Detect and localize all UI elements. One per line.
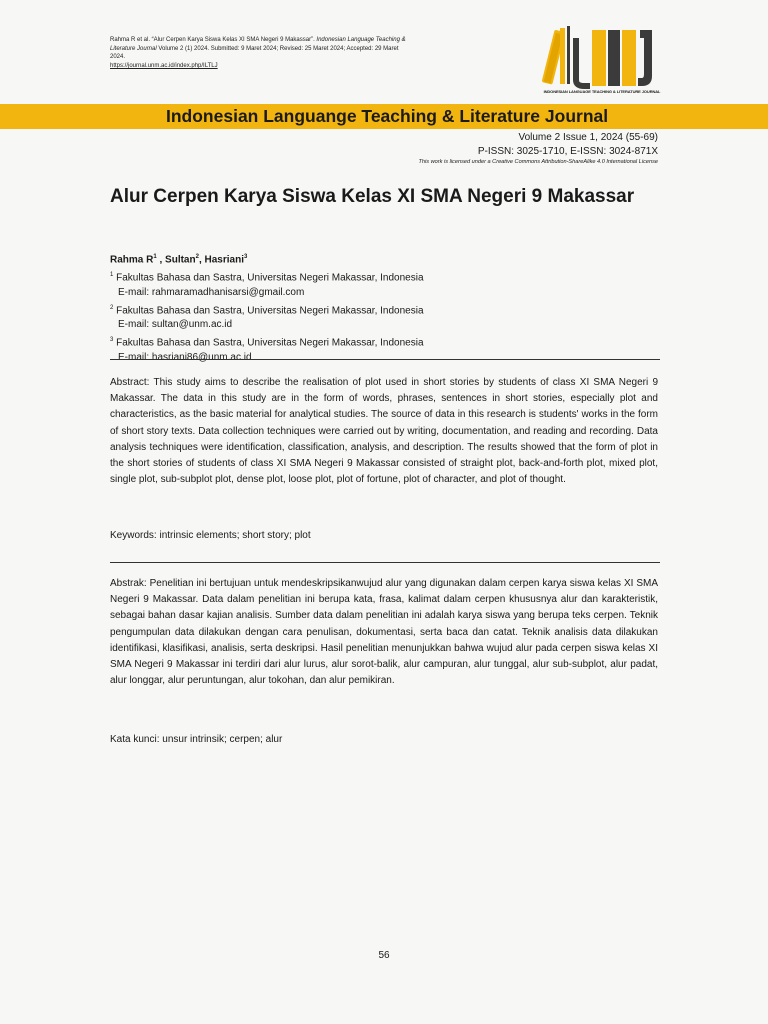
citation-journal: Indonesian Language Teaching & Literature Journal bbox=[110, 37, 406, 52]
affiliation-item bbox=[110, 333, 530, 351]
kata-kunci-label: Kata kunci: bbox=[110, 734, 160, 745]
keywords-id bbox=[110, 734, 282, 745]
issn-info: P-ISSN: 3025-1710, E-ISSN: 3024-871X bbox=[477, 146, 658, 157]
abstrak-text: Penelitian ini bertujuan untuk mendeskripsikanwujud alur yang digunakan dalam cerpen karya siswa kelas XI SMA Negeri 9 Makassar. Data dalam penelitian ini berupa kata, frasa, kalimat dalam cerpen khususnya alur dan karakteristik, sebagai bahan dasar kajian analisis. Sumber data dalam penelitian ini adalah karya siswa yang berupa teks cerpen. Teknik pengumpulan data dilakukan dengan cara penulisan, dokumentasi, serta baca dan catat. Teknik analisis data dilakukan identifikasi, klasifikasi, analisis, serta deskripsi. Hasil penelitian menunjukkan bahwa wujud alur pada cerpen siswa kelas XI SMA Negeri 9 Makassar ini terdiri dari alur lurus, alur sorot-balik, alur campuran, alur tunggal, alur sub-subplot, alur padat, alur longgar, alur peruntungan, alur tokohan, dan alur pemikiran. bbox=[110, 578, 658, 687]
abstract-label: Abstract: bbox=[110, 377, 150, 388]
author-sup: 3 bbox=[243, 254, 248, 260]
article-title: Alur Cerpen Karya Siswa Kelas XI SMA Negeri 9 Makassar bbox=[110, 186, 635, 207]
author-name: Hasriani bbox=[204, 254, 244, 266]
journal-logo bbox=[540, 24, 662, 96]
author-sep: , bbox=[198, 254, 205, 266]
citation-block bbox=[110, 36, 410, 70]
affiliation-text: Fakultas Bahasa dan Sastra, Universitas Negeri Makassar, Indonesia bbox=[116, 337, 424, 349]
affiliations bbox=[110, 268, 530, 366]
publication-info bbox=[478, 131, 658, 159]
affiliation-sup: 3 bbox=[110, 337, 114, 344]
author-name: Sultan bbox=[165, 254, 196, 266]
volume-info: Volume 2 Issue 1, 2024 (55-69) bbox=[518, 132, 658, 143]
author-sup: 1 bbox=[153, 254, 157, 260]
journal-link[interactable]: https://journal.unm.ac.id/index.php/ILTLJ bbox=[110, 62, 218, 69]
divider bbox=[110, 562, 660, 563]
page-number: 56 bbox=[378, 950, 390, 961]
citation-lead: Rahma R et al. “Alur Cerpen Karya Siswa Kelas XI SMA Negeri 9 Makassar”. bbox=[110, 37, 315, 43]
author-sup: 2 bbox=[195, 254, 199, 260]
keywords-text: intrinsic elements; short story; plot bbox=[159, 530, 311, 541]
author-email[interactable]: E-mail: hasriani86@unm.ac.id bbox=[118, 351, 252, 363]
affiliation-item bbox=[110, 268, 530, 286]
author-sep: , bbox=[156, 254, 166, 266]
author-email[interactable]: E-mail: sultan@unm.ac.id bbox=[118, 319, 233, 331]
abstract-text: This study aims to describe the realisation of plot used in short stories by students of class XI SMA Negeri 9 Makassar. The data in this study are in the form of words, phrases, sentences in short stories, especially plot and characteristics, as the basic material for analytical studies. The source of data in this research is students' works in the form of short story texts. Data collection techniques were carried out by writing, documentation, and reading and recording. Data analysis techniques were identification, classification, analysis, and description. The results showed that the form of plot in the short stories of students of class XI SMA Negeri 9 Makassar consisted of straight plot, back-and-forth plot, mixed plot, single plot, sub-subplot plot, dense plot, loose plot, plot of fortune, plot of character, and plot of thought. bbox=[110, 377, 659, 486]
author-name: Rahma R bbox=[110, 254, 154, 266]
citation-dates: Volume 2 (1) 2024. Submitted: 9 Maret 2024; Revised: 25 Maret 2024; Accepted: 29 Maret 2024. bbox=[110, 45, 399, 61]
author-list bbox=[110, 254, 247, 265]
divider bbox=[110, 359, 660, 360]
abstract-id bbox=[110, 576, 658, 689]
affiliation-text: Fakultas Bahasa dan Sastra, Universitas Negeri Makassar, Indonesia bbox=[116, 272, 424, 284]
author-email[interactable]: E-mail: rahmaramadhanisarsi@gmail.com bbox=[118, 286, 305, 298]
abstract-en bbox=[110, 375, 658, 488]
keywords-label: Keywords: bbox=[110, 530, 157, 541]
logo-caption: INDONESIAN LANGUAGE TEACHING & LITERATURE JOURNAL bbox=[543, 89, 661, 94]
affiliation-sup: 2 bbox=[110, 304, 114, 311]
affiliation-sup: 1 bbox=[110, 272, 114, 278]
book-stack-icon bbox=[542, 26, 570, 85]
license-note: This work is licensed under a Creative Commons Attribution-ShareAlike 4.0 International License bbox=[418, 159, 658, 165]
keywords-en bbox=[110, 530, 311, 541]
kata-kunci-text: unsur intrinsik; cerpen; alur bbox=[162, 734, 283, 745]
journal-title: Indonesian Languange Teaching & Literature Journal bbox=[166, 106, 609, 126]
affiliation-text: Fakultas Bahasa dan Sastra, Universitas Negeri Makassar, Indonesia bbox=[116, 304, 424, 316]
abstrak-label: Abstrak: bbox=[110, 578, 147, 589]
affiliation-item bbox=[110, 301, 530, 319]
